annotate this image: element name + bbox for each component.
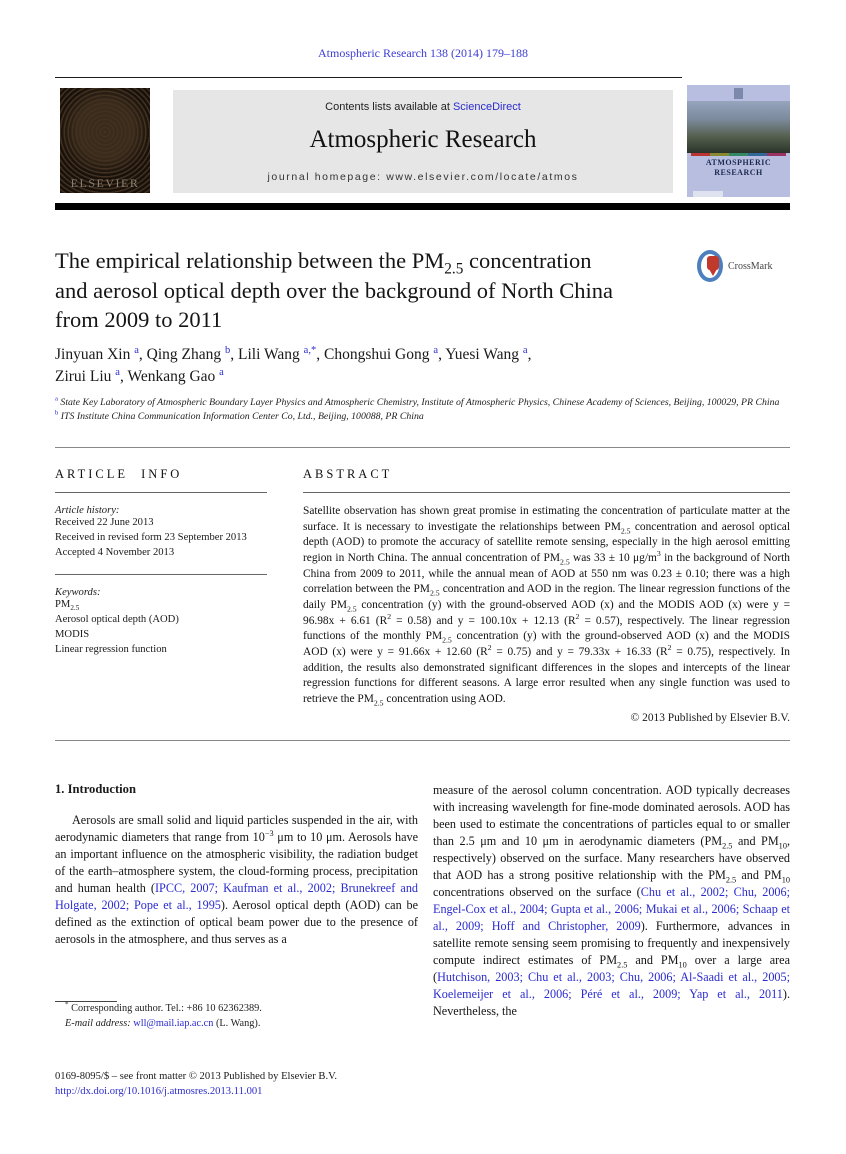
text-link[interactable]: Hutchison, 2003; Chu et al., 2003; Chu, 2006; Al-Saadi et al., 2005; Koelemeijer et al., 2006; Péré et al., 2009; Yap et al., 2011 xyxy=(433,970,790,1001)
abstract-rule xyxy=(303,492,790,493)
affiliation-b: $^b$ ITS Institute China Communication Information Center Co, Ltd., Beijing, 100088, PR China xyxy=(55,409,424,422)
doi-link[interactable]: http://dx.doi.org/10.1016/j.atmosres.2013.11.001 xyxy=(55,1086,263,1097)
issn-line: 0169-8095/$ – see front matter © 2013 Published by Elsevier B.V. xyxy=(55,1071,338,1082)
history-line: Received 22 June 2013 xyxy=(55,517,154,528)
section-rule xyxy=(55,447,790,448)
crossmark-badge[interactable] xyxy=(697,250,792,282)
history-line: Received in revised form 23 September 2013 xyxy=(55,531,247,543)
footnote xyxy=(55,1001,418,1031)
history-line: Accepted 4 November 2013 xyxy=(55,546,175,558)
section-rule xyxy=(55,740,790,741)
keyword: MODIS xyxy=(55,628,90,640)
contents-list-line: Contents lists available at ScienceDirect xyxy=(325,101,521,113)
abstract-heading: ABSTRACT xyxy=(303,467,393,481)
title-line: and aerosol optical depth over the background of North China xyxy=(55,277,613,303)
info-divider-rule xyxy=(55,574,267,575)
keyword: $PM_{2.5}$ xyxy=(55,599,80,613)
elsevier-logo-icon xyxy=(60,88,150,193)
cover-footer-block xyxy=(693,191,723,197)
affiliation-a: $^a$ State Key Laboratory of Atmospheric Boundary Layer Physics and Atmospheric Chemistry, Institute of Atmospheric Physics, Chinese Academy of Sciences, Beijing, 100029, PR China xyxy=(55,395,780,408)
corresponding-author-line: * Corresponding author. Tel.: +86 10 62362389. xyxy=(65,1000,262,1014)
crossmark-icon xyxy=(697,250,723,282)
journal-citation: Atmospheric Research 138 (2014) 179–188 xyxy=(318,46,528,60)
journal-cover-image xyxy=(687,85,790,197)
crossmark-label: CrossMark xyxy=(728,260,773,272)
intro-paragraph-left: Aerosols are small solid and liquid particles suspended in the air, with aerodynamic diameters that range from $10^{-3}$ μm to 10 μm. Aerosols have an important influence on the atmospheric visibility, the radiation budget of the earth–atmosphere system, the cloud-forming process, precipitation and human health (IPCC, 2007; Kaufman et al., 2002; Brunekreef and Holgate, 2002; Pope et al., 1995). Aerosol optical depth (AOD) can be defined as the extinction of optical beam power due to the presence of aerosols in the atmosphere, and thus serves as a xyxy=(55,813,419,946)
title-line: from 2009 to 2011 xyxy=(55,307,223,332)
article-title xyxy=(55,246,675,335)
journal-homepage-link[interactable]: journal homepage: www.elsevier.com/locate/atmos xyxy=(267,171,579,183)
abstract-column xyxy=(303,467,790,724)
article-info-column xyxy=(55,467,267,658)
journal-banner xyxy=(55,85,790,197)
keywords-label: Keywords: xyxy=(55,587,101,599)
keyword: Aerosol optical depth (AOD) xyxy=(55,614,179,626)
header-rule xyxy=(55,77,682,78)
copyright-line: © 2013 Published by Elsevier B.V. xyxy=(630,711,790,724)
intro-paragraph-right: measure of the aerosol column concentration. AOD typically decreases with increasing wavelength for fine-mode dominated aerosols. AOD has been used to estimate the concentrations of particles equal to or smaller than 2.5 μm and 10 μm in aerodynamic diameters ($PM_{2.5}$ and $PM_{10}$, respectively) observed on the surface. Many researchers have observed that AOD has a strong positive relationship with the $PM_{2.5}$ and $PM_{10}$ concentrations observed on the surface (Chu et al., 2002; Chu, 2006; Engel-Cox et al., 2004; Gupta et al., 2006; Mukai et al., 2006; Schaap et al., 2009; Hoff and Christopher, 2009). Furthermore, advances in satellite remote sensing seem promising to frequently and inexpensively compute indirect estimates of $PM_{2.5}$ and $PM_{10}$ over a large area (Hutchison, 2003; Chu et al., 2003; Chu, 2006; Al-Saadi et al., 2005; Koelemeijer et al., 2006; Péré et al., 2009; Yap et al., 2011). Nevertheless, the xyxy=(433,783,790,1018)
text-link[interactable]: IPCC, 2007; Kaufman et al., 2002; Brunekreef and Holgate, 2002; Pope et al., 1995 xyxy=(55,881,419,912)
text-link[interactable]: wll@mail.iap.ac.cn xyxy=(133,1017,214,1029)
journal-title: Atmospheric Research xyxy=(309,126,537,153)
cover-photo xyxy=(687,101,790,153)
article-info-heading: ARTICLE INFO xyxy=(55,467,183,481)
email-line: E-mail address: wll@mail.iap.ac.cn (L. Wang). xyxy=(65,1017,261,1029)
banner-box xyxy=(173,90,673,193)
abstract-text: Satellite observation has shown great promise in estimating the concentration of particulate matter at the surface. It is necessary to investigate the relationships between $PM_{2.5}$ concentration and aerosol optical depth (AOD) to promote the accuracy of satellite remote sensing, especially in the high aerosol emitting region in North China. The annual concentration of $PM_{2.5}$ was 33 ± 10 $\mu g/m^3$ in the background of North China from 2009 to 2011, while the annual mean of AOD at 550 nm was 0.23 ± 0.10; there was a high correlation between the $PM_{2.5}$ concentration and AOD in the region. The linear regression functions of the daily $PM_{2.5}$ concentration (y) with the ground-observed AOD (x) and the MODIS AOD (x) were y = 96.98x + 6.61 $(R^2 = 0.58)$ and y = 100.10x + 12.13 $(R^2 = 0.57)$, respectively. The linear regression functions of the monthly $PM_{2.5}$ concentration (y) with the ground-observed AOD (x) and the MODIS AOD (x) were y = 91.66x + 12.60 $(R^2 = 0.75)$ and y = 79.33x + 16.33 $(R^2 = 0.75)$, respectively. In addition, the results also demonstrated significant differences in the slopes and intercepts of the linear regression functions for different seasons. A large error resulted when any single function was used to retrieve the $PM_{2.5}$ concentration using AOD. xyxy=(303,505,791,708)
divider-bar xyxy=(55,203,790,210)
history-label: Article history: xyxy=(55,505,120,516)
title-line: The empirical relationship between the $PM_{2.5}$ concentration xyxy=(55,248,592,278)
elsevier-logo-label: ELSEVIER xyxy=(70,176,140,190)
author-line: Jinyuan Xin $^a$, Qing Zhang $^b$, Lili Wang $^{a,*}$, Chongshui Gong $^a$, Yuesi Wang $^a$, xyxy=(55,344,532,363)
text-link[interactable]: ScienceDirect xyxy=(452,101,521,113)
intro-left-column xyxy=(55,782,418,948)
author-list xyxy=(55,344,715,388)
cover-title: ATMOSPHERIC RESEARCH xyxy=(705,158,772,177)
affiliations xyxy=(55,396,790,423)
cover-color-strip xyxy=(691,153,786,156)
keyword: Linear regression function xyxy=(55,643,167,655)
author-line: Zirui Liu $^a$, Wenkang Gao $^a$ xyxy=(55,366,224,385)
text-link[interactable]: Chu et al., 2002; Chu, 2006; Engel-Cox et al., 2004; Gupta et al., 2006; Mukai et al., 2006; Schaap et al., 2009; Hoff and Christopher, 2009 xyxy=(433,885,790,933)
cover-publisher-mark xyxy=(734,88,743,99)
footer xyxy=(55,1069,505,1099)
introduction-heading: 1. Introduction xyxy=(55,782,136,796)
intro-right-column xyxy=(433,782,790,1020)
article-info-rule xyxy=(55,492,267,493)
